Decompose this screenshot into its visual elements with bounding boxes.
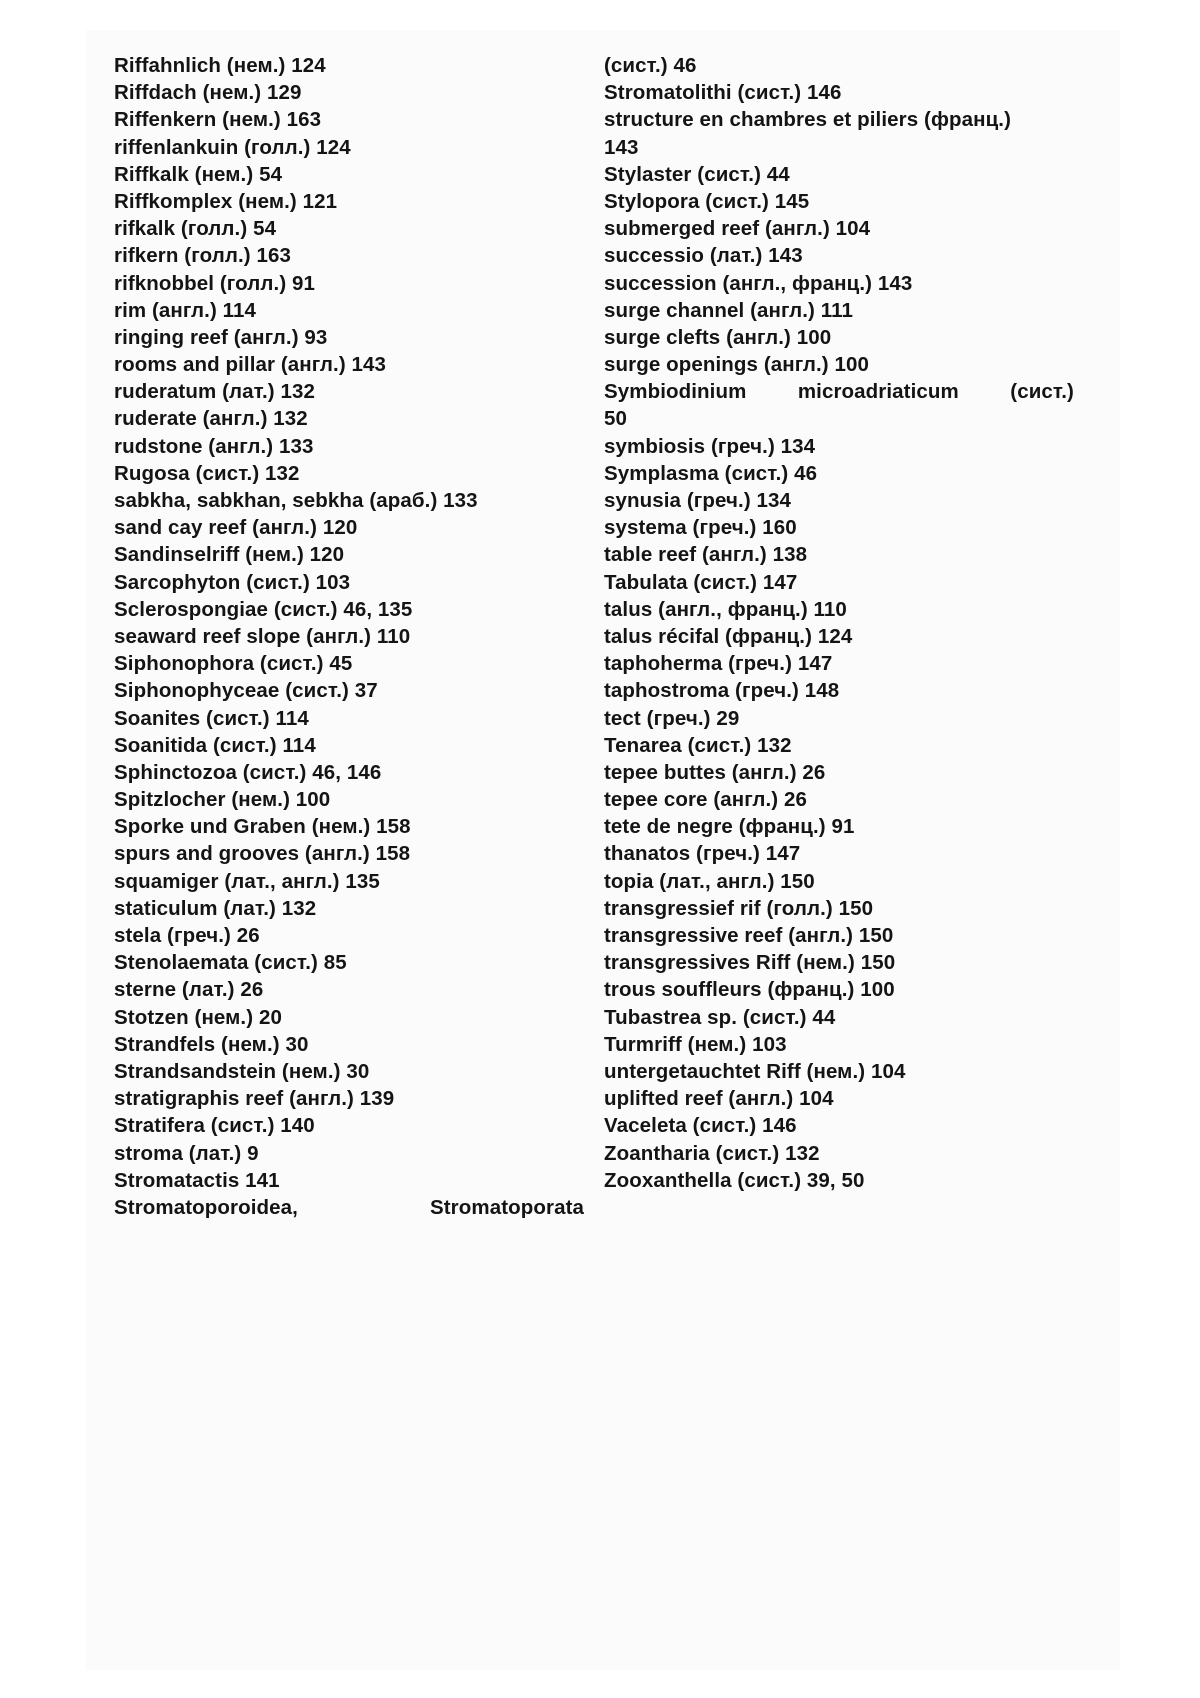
index-entry-continued <box>114 1194 584 1221</box>
index-entry: topia (лат., англ.) 150 <box>604 869 815 893</box>
index-entry: Stromatactis 141 <box>114 1168 280 1192</box>
index-entry: synusia (греч.) 134 <box>604 489 792 512</box>
index-entry: Stotzen (нем.) 20 <box>114 1005 282 1029</box>
index-entry: trous souffleurs (франц.) 100 <box>604 978 895 1002</box>
index-entry: transgressief rif (голл.) 150 <box>604 896 874 920</box>
index-entry: taphostroma (греч.) 148 <box>604 679 840 703</box>
index-entry: transgressives Riff (нем.) 150 <box>604 951 896 975</box>
index-entry: riffenlankuin (голл.) 124 <box>114 135 351 159</box>
index-entry: rifknobbel (голл.) 91 <box>114 271 316 295</box>
index-entry: Riffkalk (нем.) 54 <box>114 162 283 186</box>
index-entry: spurs and grooves (англ.) 158 <box>114 842 411 866</box>
index-entry: systema (греч.) 160 <box>604 516 797 540</box>
index-entry: tepee buttes (англ.) 26 <box>604 760 826 784</box>
index-entry: Rugosa (сист.) 132 <box>114 461 300 485</box>
index-entry: Symplasma (сист.) 46 <box>604 461 818 485</box>
index-entry: sabkha, sabkhan, sebkha (араб.) 133 <box>114 489 478 512</box>
index-entry: symbiosis (греч.) 134 <box>604 434 816 458</box>
index-entry: Spitzlocher (нем.) 100 <box>114 788 331 812</box>
index-entry: surge openings (англ.) 100 <box>604 353 870 377</box>
index-entry: stela (греч.) 26 <box>114 924 260 947</box>
index-entry: stroma (лат.) 9 <box>114 1141 259 1165</box>
index-entry: tepee core (англ.) 26 <box>604 788 808 812</box>
index-entry: stratigraphis reef (англ.) 139 <box>114 1087 395 1111</box>
index-entry: talus récifal (франц.) 124 <box>604 624 853 648</box>
index-entry: Stylaster (сист.) 44 <box>604 162 790 186</box>
index-entry: structure en chambres et piliers (франц.) <box>604 108 1012 132</box>
index-entry: untergetauchtet Riff (нем.) 104 <box>604 1059 906 1083</box>
index-entry: Sarcophyton (сист.) 103 <box>114 570 351 594</box>
index-entry: rim (англ.) 114 <box>114 298 257 322</box>
index-entry: Sporke und Graben (нем.) 158 <box>114 815 411 839</box>
index-entry: Tenarea (сист.) 132 <box>604 733 792 757</box>
index-entry: Siphonophyceae (сист.) 37 <box>114 679 378 703</box>
index-entry: Soanites (сист.) 114 <box>114 706 309 730</box>
index-entry: ringing reef (англ.) 93 <box>114 325 328 349</box>
index-entry: sterne (лат.) 26 <box>114 978 264 1002</box>
index-entry: Stenolaemata (сист.) 85 <box>114 951 347 975</box>
index-entry: taphoherma (греч.) 147 <box>604 652 833 676</box>
index-column-left <box>114 52 594 1221</box>
index-entry: tect (греч.) 29 <box>604 706 740 730</box>
index-entry: Riffenkern (нем.) 163 <box>114 108 322 132</box>
index-entry: staticulum (лат.) 132 <box>114 896 317 920</box>
index-entry: rooms and pillar (англ.) 143 <box>114 353 387 377</box>
index-entry: Riffdach (нем.) 129 <box>114 81 302 105</box>
index-entry: seaward reef slope (англ.) 110 <box>114 624 411 648</box>
index-entry: rifkalk (голл.) 54 <box>114 217 277 241</box>
index-entry: Strandsandstein (нем.) 30 <box>114 1059 370 1083</box>
index-entry: Turmriff (нем.) 103 <box>604 1032 787 1056</box>
index-entry: Soanitida (сист.) 114 <box>114 733 316 757</box>
index-entry: submerged reef (англ.) 104 <box>604 217 871 241</box>
index-entry-part: Symbiodinium <box>604 380 747 404</box>
index-entry: surge clefts (англ.) 100 <box>604 325 832 349</box>
index-entry: 143 <box>604 135 639 159</box>
index-entry: Siphonophora (сист.) 45 <box>114 652 353 676</box>
index-entry-part: microadriaticum <box>797 380 959 404</box>
index-entry: rudstone (англ.) 133 <box>114 434 314 458</box>
index-entry: uplifted reef (англ.) 104 <box>604 1087 834 1111</box>
index-entry: ruderate (англ.) 132 <box>114 407 308 431</box>
index-entry-part: Stromatoporoidea, <box>114 1195 298 1219</box>
index-entry: Riffahnlich (нем.) 124 <box>114 54 326 77</box>
index-entry: rifkern (голл.) 163 <box>114 244 291 268</box>
index-entry: Riffkomplex (нем.) 121 <box>114 189 338 213</box>
index-entry-split <box>604 378 1074 405</box>
index-entry: Tabulata (сист.) 147 <box>604 570 798 594</box>
index-entry: Strandfels (нем.) 30 <box>114 1032 309 1056</box>
index-entry: Sphinctozoa (сист.) 46, 146 <box>114 760 382 784</box>
index-entry: Zoantharia (сист.) 132 <box>604 1141 820 1165</box>
index-entry: (сист.) 46 <box>604 54 697 77</box>
index-entry: 50 <box>604 407 628 431</box>
index-entry: table reef (англ.) 138 <box>604 543 808 567</box>
index-entry: Stylopora (сист.) 145 <box>604 189 810 213</box>
index-entry: Vaceleta (сист.) 146 <box>604 1114 797 1138</box>
index-entry: Sandinselriff (нем.) 120 <box>114 543 345 567</box>
index-entry: Stratifera (сист.) 140 <box>114 1114 315 1138</box>
index-entry: succession (англ., франц.) 143 <box>604 271 913 295</box>
index-entry: successio (лат.) 143 <box>604 244 803 268</box>
index-column-right <box>604 52 1074 1194</box>
index-entry: Stromatolithi (сист.) 146 <box>604 81 842 105</box>
index-entry: surge channel (англ.) 111 <box>604 298 854 322</box>
index-entry: transgressive reef (англ.) 150 <box>604 924 894 947</box>
index-entry: sand cay reef (англ.) 120 <box>114 516 358 540</box>
index-entry: ruderatum (лат.) 132 <box>114 380 315 404</box>
index-entry: squamiger (лат., англ.) 135 <box>114 869 380 893</box>
index-entry: Sclerospongiae (сист.) 46, 135 <box>114 597 413 621</box>
index-entry: Zooxanthella (сист.) 39, 50 <box>604 1168 865 1192</box>
index-entry: tete de negre (франц.) 91 <box>604 815 855 839</box>
index-entry-part: Stromatoporata <box>429 1195 584 1219</box>
index-entry: talus (англ., франц.) 110 <box>604 597 847 621</box>
index-entry: Tubastrea sp. (сист.) 44 <box>604 1005 836 1029</box>
index-entry: thanatos (греч.) 147 <box>604 842 801 866</box>
index-entry-part: (сист.) <box>1010 380 1074 404</box>
